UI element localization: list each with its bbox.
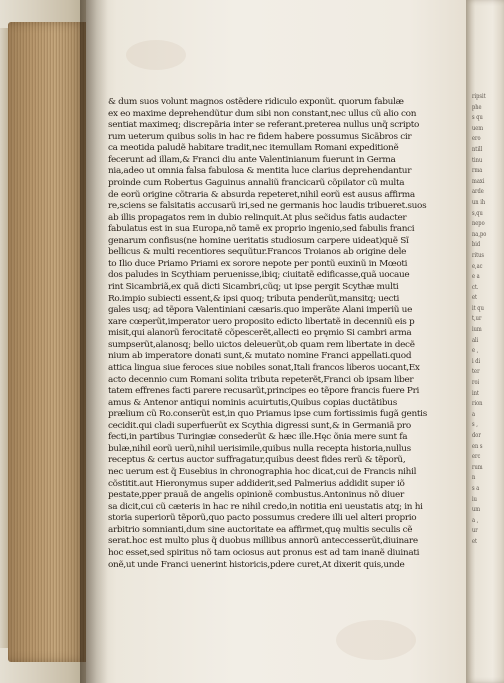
bleed-line: en s [472,442,483,450]
text-line-content: storia superiorũ tẽporũ,quo pacto possumus credere illi uel alteri proprio [108,512,417,523]
bleed-line: s a [472,484,480,492]
text-line-content: dos paludes in Scythiam peruenisse,ibiq; ciuitatẽ edificasse,quã uocaue [108,269,410,280]
text-line [108,108,460,120]
bleed-line: rma [472,167,483,175]
text-line [108,420,460,432]
text-line [108,501,460,513]
text-line-content: to Ilio duce Priamo Priami ex sorore nepote per pontũ euxinũ in Mœoti [108,257,408,268]
text-line [108,316,460,328]
text-line-content: proinde cum Robertus Gaguinus annaliũ francicarũ cõpilator cũ multa [108,176,405,187]
bleed-line: ntill [472,145,483,153]
text-line-content: hoc esset,sed spiritus nõ tam ociosus aut pronus est ad tam inanẽ diuinati [108,546,420,557]
text-line [108,246,460,258]
text-line-content: re,sciens se falsitatis accusarũ iri,sed ne germanis hoc laudis tribueret.suos [108,200,427,211]
text-line-content: fabulatus est in sua Europa,nõ tamẽ ex proprio ingenio,sed fabulis franci [108,223,415,234]
text-line [108,489,460,501]
text-line-content: cecidit.qui cladi superfuerũt ex Scythia digressi sunt,& in Germaniã pro [108,419,411,430]
bleed-line: rum [472,463,483,471]
bleed-line: a , [472,516,479,524]
bleed-line: int [472,389,479,397]
text-line-content: misit,qui alanorũ ferocitatẽ cõpescerẽt,allecti eo pręmio Si cambri arma [108,327,412,338]
text-line [108,293,460,305]
text-line-content: sa dicit,cui cũ cæteris in hac re nihil credo,in notitia eni ueustatis atq; in hi [108,500,423,511]
text-line [108,142,460,154]
text-line-content: attica lingua siue feroces siue nobiles sonat,Itali francos liberos uocant,Ex [108,361,420,372]
text-line-content: bellicus & multi recentiores sequũtur.Francos Troianos ab origine dele [108,246,407,257]
text-line [108,535,460,547]
text-line-content: amus & Antenor antiqui nominis acuirtutis,Quibus copias ductãtibus [108,396,397,407]
bleed-line: ero [472,135,481,143]
text-line [108,466,460,478]
text-line [108,443,460,455]
bleed-line: et [472,537,478,545]
bleed-line: it qu [472,304,484,312]
text-line-content: ab illis propagatos rem in dubio relinquit.At plus sec̃idus fatis audacter [108,211,407,222]
text-line [108,524,460,536]
text-line-content: tatem effrenes facti parere recusarũt,principes eo tẽpore francis fuere Pri [108,385,420,396]
bleed-line: bid [472,241,481,249]
text-line [108,350,460,362]
text-line [108,512,460,524]
bleed-line: phe [472,103,482,111]
margin-bleed-text [472,92,502,548]
text-line [108,478,460,490]
text-line [108,385,460,397]
text-line [108,223,460,235]
text-line [108,212,460,224]
text-line-content: ex eo maxime deprehendũtur dum sibi non constant,nec ullus cũ alio con [108,107,417,118]
text-line [108,154,460,166]
text-line [108,119,460,131]
text-line [108,281,460,293]
text-line-content: nia,adeo ut omnia falsa fabulosa & mentita luce clarius deprehendantur [108,165,412,176]
bleed-line: uem [472,124,484,132]
bleed-line: tinu [472,156,483,164]
text-line [108,339,460,351]
bleed-line: e,ac [472,262,483,270]
text-line-content: bulæ,nihil eorũ uerũ,nihil uerisimile,quibus nulla recepta historia,nullus [108,442,411,453]
text-line-content: Ro.impio subiecti essent,& ipsi quoq; tributa penderũt,mansitq; uecti [108,292,400,303]
text-line [108,258,460,270]
bleed-line: na,po [472,230,487,238]
bleed-line: n [472,474,476,482]
bleed-line: ct. [472,283,479,291]
bleed-line: ium [472,326,482,334]
left-page-edge [0,0,86,683]
text-line [108,374,460,386]
bleed-line: ur [472,527,478,535]
bleed-line: um [472,506,481,514]
gutter-shadow [80,0,108,683]
bleed-line: e , [472,347,479,355]
bleed-line: s,qu [472,209,483,217]
text-line-content: sumpserũt,alanosq; bello uictos deleuerũt,ob quam rem libertate in decẽ [108,338,415,349]
text-line-content: gales usq; ad tẽpora Valentiniani cæsaris.quo imperãte Alani imperiũ ue [108,304,413,315]
text-line [108,327,460,339]
text-line-content: sentiat maximeq; discrepãria inter se referant.preterea nullus unq̃ scripto [108,119,420,130]
text-line-content: fecerunt ad illam,& Franci diu ante Valentinianum fuerunt in Germa [108,153,396,164]
text-line [108,559,460,571]
text-line-content: serat.hoc est multo plus q̃ duobus millibus annorũ anteccesserũt,diuinare [108,535,418,546]
bleed-line: ripsit [472,93,486,100]
text-line-content: de eorũ origine cõtraria & absurda repeteret,nihil eorũ est ausus affirma [108,188,415,199]
bleed-line: s qu [472,114,483,122]
text-line [108,200,460,212]
paper-stain [336,620,416,660]
text-line [108,177,460,189]
printed-text-block [108,96,460,570]
text-line [108,96,460,108]
text-line [108,269,460,281]
text-line-content: acto decennio cum Romani solita tributa repeterẽt,Franci ob ipsam liber [108,373,414,384]
bleed-line: e a [472,273,480,281]
bleed-line: maxi [472,177,485,185]
text-line-content: arbitrio somnianti,dum sine auctoritate ea affirmet,quę multis seculis cẽ [108,523,413,534]
text-line [108,454,460,466]
fanned-page-edges [8,22,86,662]
bleed-line: i di [472,357,481,365]
text-line-content: pestate,pper prauã de angelis opinionẽ combustus.Antoninus nõ diuer [108,489,404,500]
paper-stain [126,40,186,70]
bleed-line: ali [472,336,479,344]
bleed-line: a [472,410,476,418]
text-line [108,397,460,409]
text-line-content: fecti,in partibus Turingiæ consederũt & hæc ille.Hęc õnia mere sunt fa [108,431,408,442]
text-line [108,235,460,247]
text-line-content: prælium cũ Ro.conserũt est,in quo Priamus ipse cum fortissimis fugã gentis [108,408,427,419]
text-line [108,547,460,559]
text-line-content: onẽ,ut unde Franci uenerint historicis,pdere curet,At dixerit quis,unde [108,558,405,569]
text-line [108,362,460,374]
bleed-line: nepo [472,220,485,228]
text-line [108,131,460,143]
next-page-edge [466,0,504,683]
text-line-content: receptus & certus auctor suffragatur,quibus deest fides rerũ & tẽporũ, [108,454,406,465]
text-line [108,408,460,420]
text-line-content: & dum suos volunt magnos ostẽdere ridiculo exponũt. quorum fabulæ [108,96,404,106]
text-line-content: ca meotida paludẽ habitare tradit,nec itemullam Romani expeditionẽ [108,142,399,153]
bleed-line: arde [472,188,484,196]
bleed-line: roi [472,379,480,387]
text-line-content: genarum confisus(ne homine ueritatis studiosum carpere uideat)quẽ Sĩ [108,234,409,245]
text-line [108,431,460,443]
text-line-content: xare cœperũt,imperator uero proposito edicto libertatẽ in decenniũ eis p [108,315,415,326]
bleed-line: et [472,294,478,302]
text-line-content: nec uerum est q̃ Eusebius in chronographia hoc dicat,cui de Francis nihil [108,466,417,476]
bleed-line: iu [472,495,477,503]
bleed-line: s , [472,421,478,429]
bleed-line: dor [472,432,481,439]
text-line [108,189,460,201]
bleed-line: ter [472,368,480,376]
text-line [108,165,460,177]
bleed-line: ritus [472,251,485,259]
bleed-line: un ih [472,198,486,206]
bleed-line: rion [472,400,483,408]
text-line-content: rum ueterum quibus solis in hac re fidem habere possumus Sicãbros cir [108,130,412,141]
bleed-line: erc [472,453,481,461]
text-line-content: cõstitit.aut Hieronymus super addiderit,sed Palmerius addidit super iõ [108,477,405,488]
bleed-line: t,ur [472,315,482,323]
text-line [108,304,460,316]
text-line-content: nium ab imperatore donati sunt,& mutato nomine Franci appellati.quod [108,350,412,361]
text-line-content: rint Sicambriã,ex quã dicti Sicambri,cũq; ut ipse pergit Scythæ multi [108,281,399,291]
